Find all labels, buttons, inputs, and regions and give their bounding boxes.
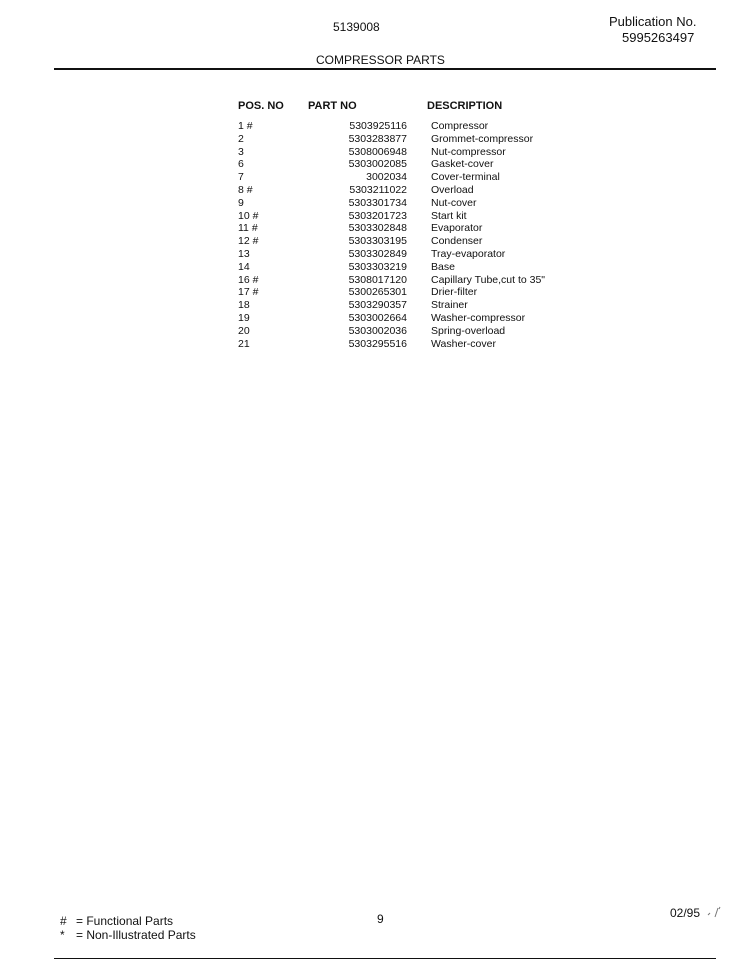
legend-text: = Non-Illustrated Parts [76,928,196,942]
cell-description: Base [431,260,455,273]
parts-table [238,100,545,350]
cell-description: Washer-compressor [431,311,526,324]
cell-description: Start kit [431,209,467,222]
section-title: COMPRESSOR PARTS [316,53,445,67]
table-row [238,210,545,223]
cell-pos: 11 # [238,222,258,235]
cell-part-number: 5303301734 [348,196,407,209]
table-row [238,325,545,338]
cell-part-number: 5300265301 [348,286,407,299]
legend-symbol: * [60,928,65,942]
cell-pos: 19 [238,311,250,324]
cell-part-number: 5303002664 [348,311,407,324]
table-row [238,222,545,235]
cell-pos: 1 # [238,120,253,132]
scan-mark [706,905,722,922]
cell-pos: 6 [238,158,244,171]
table-row [238,197,545,210]
cell-pos: 14 [238,260,250,273]
footer-divider [54,958,716,959]
cell-pos: 16 # [238,273,259,286]
scan-mark-icon [706,905,722,919]
cell-pos: 8 # [238,183,253,196]
table-row [238,286,545,299]
table-row [238,299,545,312]
cell-description: Gasket-cover [431,158,494,171]
header-divider [54,68,716,70]
legend [60,914,196,942]
model-number: 5139008 [333,20,380,34]
column-header-description: DESCRIPTION [427,100,503,112]
table-row [238,146,545,159]
cell-pos: 18 [238,299,250,312]
cell-pos: 13 [238,247,250,260]
page-number: 9 [377,912,384,926]
table-row [238,158,545,171]
cell-part-number: 3002034 [366,171,407,184]
cell-description: Cover-terminal [431,171,500,184]
cell-pos: 7 [238,171,244,184]
table-row [238,248,545,261]
cell-part-number: 5303002036 [348,324,407,337]
publication-label: Publication No. [609,14,697,29]
cell-pos: 12 # [238,235,259,248]
cell-pos: 17 # [238,286,259,299]
cell-part-number: 5303303219 [348,260,407,273]
cell-description: Spring-overload [431,324,506,337]
cell-pos: 2 [238,132,244,145]
cell-part-number: 5303002085 [348,158,407,171]
table-row [238,133,545,146]
publication-number: 5995263497 [622,30,695,45]
table-row [238,171,545,184]
cell-part-number: 5308017120 [348,273,407,286]
table-row [238,261,545,274]
parts-table-body [238,120,545,350]
cell-part-number: 5303302848 [348,222,407,235]
column-header-part: PART NO [308,100,357,112]
cell-description: Drier-filter [431,286,478,299]
column-header-pos: POS. NO [238,100,284,112]
table-row [238,184,545,197]
cell-part-number: 5308006948 [348,145,407,158]
cell-description: Capillary Tube,cut to 35" [431,273,546,286]
cell-part-number: 5303295516 [348,337,407,350]
cell-description: Nut-cover [431,196,477,209]
table-row [238,312,545,325]
cell-description: Grommet-compressor [431,132,534,145]
legend-text: = Functional Parts [76,914,174,928]
cell-part-number: 5303302849 [348,247,407,260]
table-row [238,120,545,133]
table-row [238,274,545,287]
legend-item-functional [60,914,196,928]
cell-pos: 9 [238,196,244,209]
cell-part-number: 5303303195 [348,235,407,248]
table-row [238,338,545,351]
cell-part-number: 5303283877 [348,132,407,145]
cell-pos: 21 [238,337,250,350]
revision-date: 02/95 [670,906,701,920]
cell-pos: 10 # [238,209,259,222]
cell-description: Evaporator [431,222,483,235]
cell-part-number: 5303290357 [348,299,407,312]
cell-description: Nut-compressor [431,145,506,158]
legend-symbol: # [60,914,67,928]
cell-part-number: 5303925116 [349,120,407,132]
cell-description: Overload [431,183,474,196]
cell-description: Compressor [431,120,489,132]
cell-description: Tray-evaporator [431,247,506,260]
table-row [238,235,545,248]
cell-part-number: 5303201723 [348,209,407,222]
cell-description: Washer-cover [431,337,496,350]
cell-description: Condenser [431,235,483,248]
table-header-row [238,100,545,120]
cell-description: Strainer [431,299,468,312]
cell-pos: 20 [238,324,250,337]
cell-part-number: 5303211022 [349,183,407,196]
legend-item-non-illustrated [60,928,196,942]
cell-pos: 3 [238,145,244,158]
